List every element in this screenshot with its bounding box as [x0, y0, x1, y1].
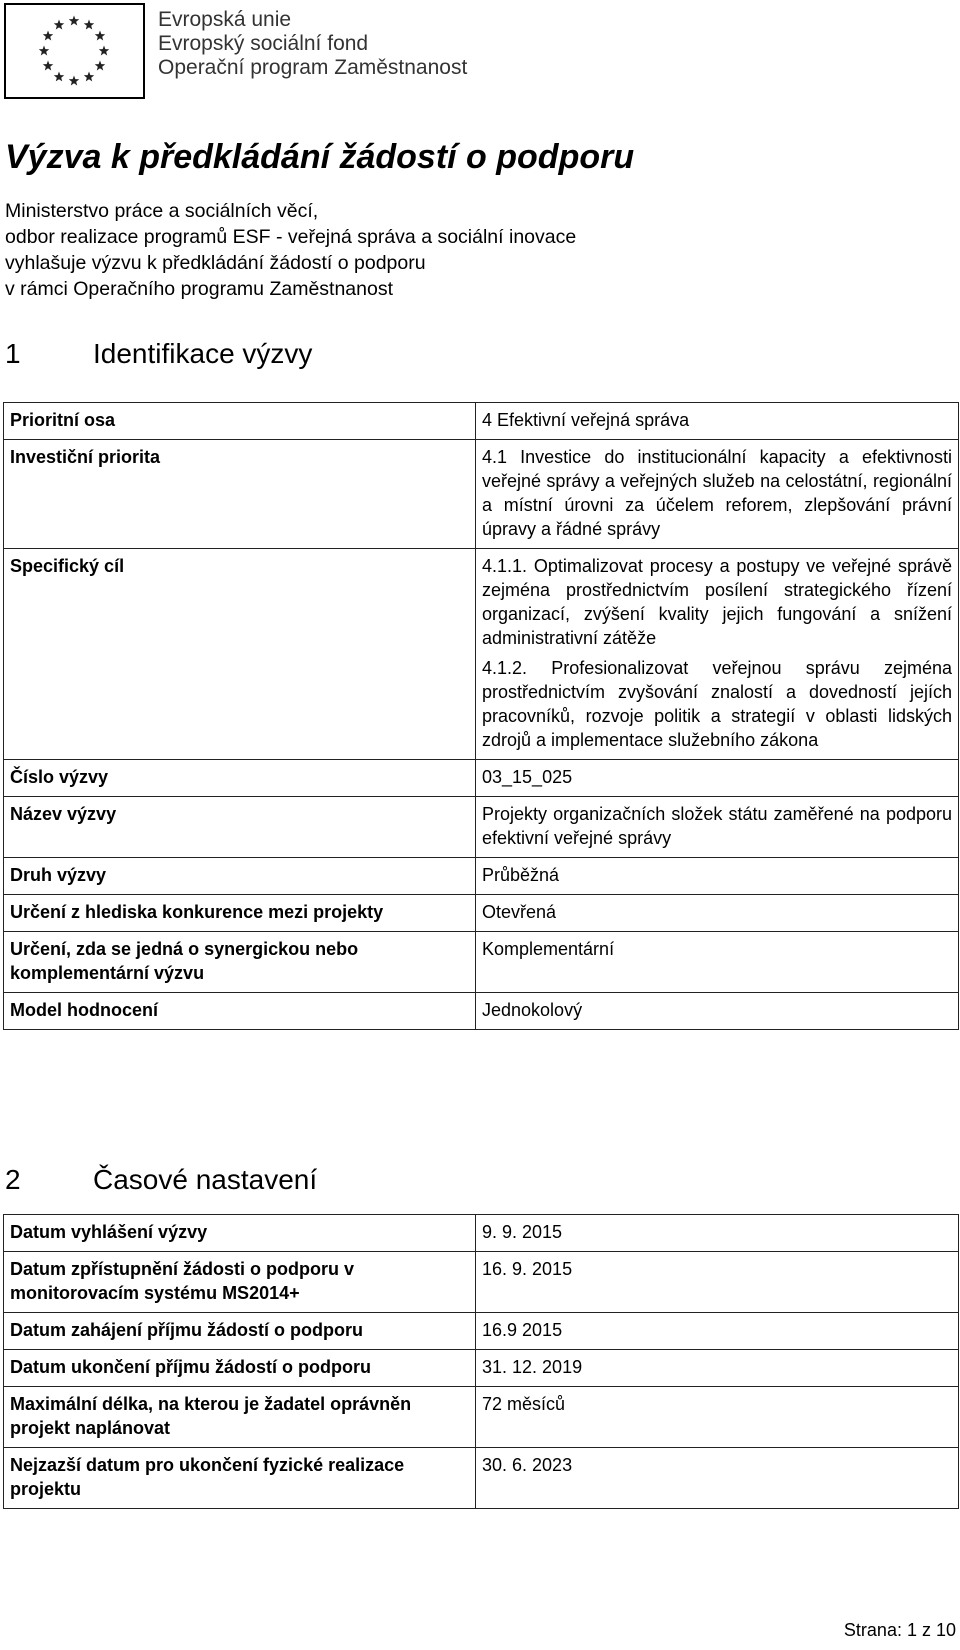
star-icon	[39, 46, 49, 56]
table-row	[4, 403, 959, 440]
row-value: 16. 9. 2015	[476, 1252, 959, 1313]
identification-table	[3, 402, 959, 1030]
row-value: 16.9 2015	[476, 1313, 959, 1350]
intro-line: v rámci Operačního programu Zaměstnanost	[5, 278, 394, 300]
section-title: Identifikace výzvy	[93, 338, 313, 369]
row-value: Průběžná	[476, 858, 959, 895]
star-icon	[69, 76, 79, 86]
intro-line: Ministerstvo práce a sociálních věcí,	[5, 200, 319, 222]
row-value: 9. 9. 2015	[476, 1215, 959, 1252]
star-icon	[84, 71, 94, 81]
row-label: Maximální délka, na kterou je žadatel oprávněn projekt naplánovat	[4, 1387, 476, 1448]
section-number: 1	[5, 338, 21, 369]
row-label: Model hodnocení	[4, 993, 476, 1030]
table-row	[4, 932, 959, 993]
logo-text	[158, 8, 467, 80]
timing-table	[3, 1214, 959, 1509]
star-icon	[54, 20, 64, 30]
star-icon	[95, 61, 105, 71]
logo-line-esf: Evropský sociální fond	[158, 32, 369, 55]
row-label: Nejzazší datum pro ukončení fyzické realizace projektu	[4, 1448, 476, 1509]
row-value: 4 Efektivní veřejná správa	[476, 403, 959, 440]
logo-line-op: Operační program Zaměstnanost	[158, 56, 468, 79]
row-value: 31. 12. 2019	[476, 1350, 959, 1387]
specific-goal-2: 4.1.2. Profesionalizovat veřejnou správu zejména prostřednictvím zvyšování znalostí a dovedností jejích pracovníků, rozvoje politik a strategií v oblasti lidských zdrojů a implementace služebního zákona	[482, 658, 952, 750]
row-label: Datum zahájení příjmu žádostí o podporu	[4, 1313, 476, 1350]
table-row	[4, 895, 959, 932]
row-value: 03_15_025	[476, 760, 959, 797]
star-icon	[84, 20, 94, 30]
row-label: Specifický cíl	[4, 549, 476, 760]
intro-line: vyhlašuje výzvu k předkládání žádostí o podporu	[5, 252, 426, 274]
row-label: Druh výzvy	[4, 858, 476, 895]
specific-goal-1: 4.1.1. Optimalizovat procesy a postupy ve veřejné správě zejména prostřednictvím posílení strategického řízení organizací, zvýšení kvality jejich fungování a snížení administrativní zátěže	[482, 556, 952, 648]
table-row	[4, 549, 959, 760]
table-row	[4, 993, 959, 1030]
row-value: Otevřená	[476, 895, 959, 932]
row-label: Číslo výzvy	[4, 760, 476, 797]
row-label: Prioritní osa	[4, 403, 476, 440]
row-label: Datum zpřístupnění žádosti o podporu v monitorovacím systému MS2014+	[4, 1252, 476, 1313]
section-title: Časové nastavení	[93, 1164, 318, 1195]
row-value: Projekty organizačních složek státu zaměřené na podporu efektivní veřejné správy	[476, 797, 959, 858]
table-row	[4, 1350, 959, 1387]
row-label: Datum ukončení příjmu žádostí o podporu	[4, 1350, 476, 1387]
row-label: Název výzvy	[4, 797, 476, 858]
star-icon	[95, 31, 105, 41]
table-row	[4, 440, 959, 549]
row-value: 72 měsíců	[476, 1387, 959, 1448]
row-value	[476, 549, 959, 760]
star-icon	[43, 31, 53, 41]
row-value: Komplementární	[476, 932, 959, 993]
star-icon	[54, 71, 64, 81]
star-icon	[99, 46, 109, 56]
page-number: Strana: 1 z 10	[843, 1620, 956, 1640]
table-row	[4, 760, 959, 797]
star-icon	[43, 61, 53, 71]
eu-logo	[4, 3, 145, 99]
row-label: Datum vyhlášení výzvy	[4, 1215, 476, 1252]
table-row	[4, 858, 959, 895]
table-row	[4, 797, 959, 858]
intro-line: odbor realizace programů ESF - veřejná správa a sociální inovace	[5, 226, 577, 248]
row-label: Určení, zda se jedná o synergickou nebo komplementární výzvu	[4, 932, 476, 993]
intro-text	[5, 198, 576, 302]
logo-line-eu: Evropská unie	[158, 8, 292, 31]
row-value: 30. 6. 2023	[476, 1448, 959, 1509]
table-row	[4, 1448, 959, 1509]
section-heading-timing	[5, 1164, 317, 1196]
row-value: 4.1 Investice do institucionální kapacity a efektivnosti veřejné správy a veřejných služeb na celostátní, regionální a místní úrovni za účelem reforem, zlepšování právní úpravy a řádné správy	[476, 440, 959, 549]
document-title: Výzva k předkládání žádostí o podporu	[5, 138, 635, 176]
table-row	[4, 1387, 959, 1448]
star-icon	[69, 16, 79, 26]
table-row	[4, 1313, 959, 1350]
eu-stars-icon	[6, 5, 143, 97]
row-value: Jednokolový	[476, 993, 959, 1030]
table-row	[4, 1215, 959, 1252]
section-number: 2	[5, 1164, 21, 1195]
row-label: Určení z hlediska konkurence mezi projekty	[4, 895, 476, 932]
row-label: Investiční priorita	[4, 440, 476, 549]
table-row	[4, 1252, 959, 1313]
section-heading-identification	[5, 338, 312, 370]
